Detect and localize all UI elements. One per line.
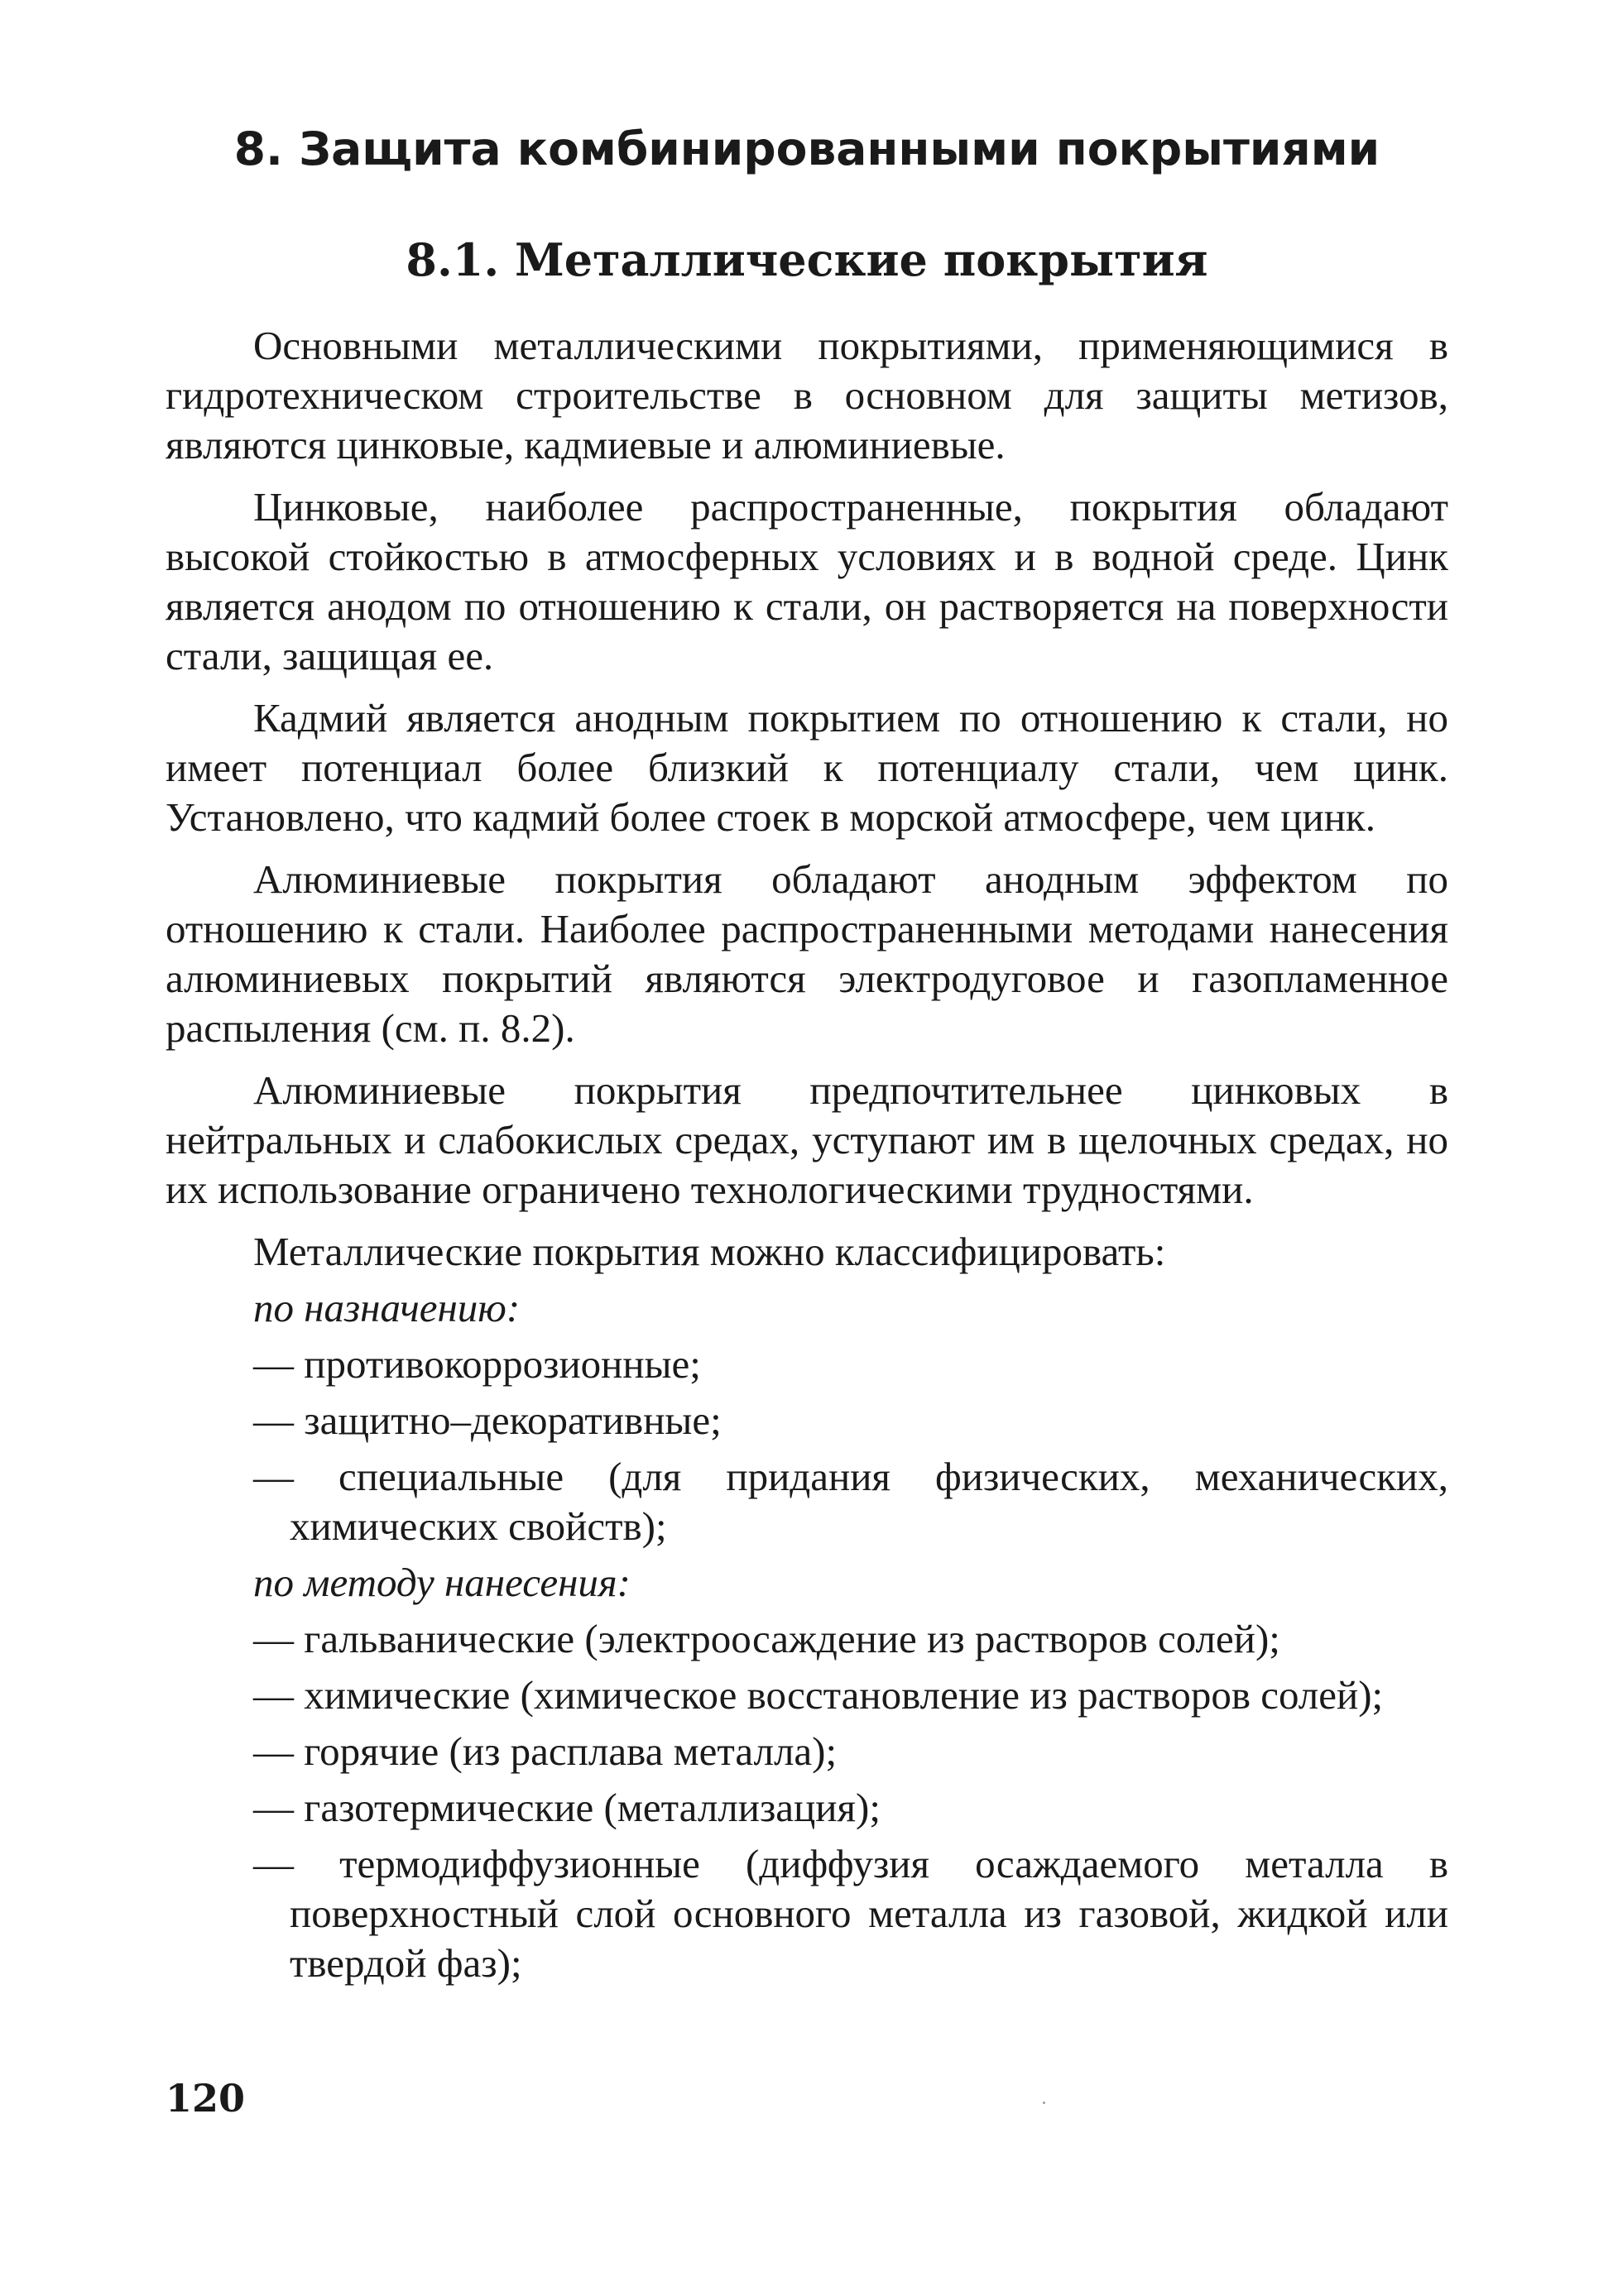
list-item: — термодиффузионные (диффузия осаждаемого металла в поверхностный слой основного металла из газовой, жидкой или твердой фаз); [253,1841,1448,1986]
paragraph-6: Металлические покрытия можно классифицировать: [253,1229,1166,1274]
list-item: — специальные (для придания физических, механических, химических свойств); [253,1454,1448,1549]
paragraph-2: Цинковые, наиболее распространенные, покрытия обладают высокой стойкостью в атмосферных условиях и в водной среде. Цинк является анодом по отношению к стали, он растворяется на поверхности стали, защищая ее. [166,484,1448,678]
list-item: — газотермические (металлизация); [253,1785,881,1830]
paragraph-5: Алюминиевые покрытия предпочтительнее цинковых в нейтральных и слабокислых средах, уступают им в щелочных средах, но их использование ограничено технологическими трудностями. [166,1067,1448,1212]
page-number: 120 [166,2076,246,2121]
list-item: — гальванические (электроосаждение из растворов солей); [253,1616,1280,1661]
method-label: по методу нанесения: [253,1560,631,1605]
list-item: — горячие (из расплава металла); [253,1728,838,1774]
scan-speck [1043,2102,1045,2104]
chapter-title: 8. Защита комбинированными покрытиями [233,122,1380,175]
paragraph-3: Кадмий является анодным покрытием по отношению к стали, но имеет потенциал более близкий к потенциалу стали, чем цинк. Установлено, что кадмий более стоек в морской атмосфере, чем цинк. [166,695,1448,840]
list-item: — защитно–декоративные; [253,1397,722,1443]
purpose-label: по назначению: [253,1285,521,1330]
paragraph-1: Основными металлическими покрытиями, применяющимися в гидротехническом строительстве в основном для защиты метизов, являются цинковые, кадмиевые и алюминиевые. [166,323,1448,467]
list-item: — химические (химическое восстановление из растворов солей); [253,1672,1384,1718]
paragraph-4: Алюминиевые покрытия обладают анодным эффектом по отношению к стали. Наиболее распространенными методами нанесения алюминиевых покрытий являются электродуговое и газопламенное распыления (см. п. 8.2). [166,856,1448,1051]
list-item: — противокоррозионные; [253,1341,701,1387]
body-text [166,321,1448,1995]
section-title: 8.1. Металлические покрытия [406,233,1208,286]
